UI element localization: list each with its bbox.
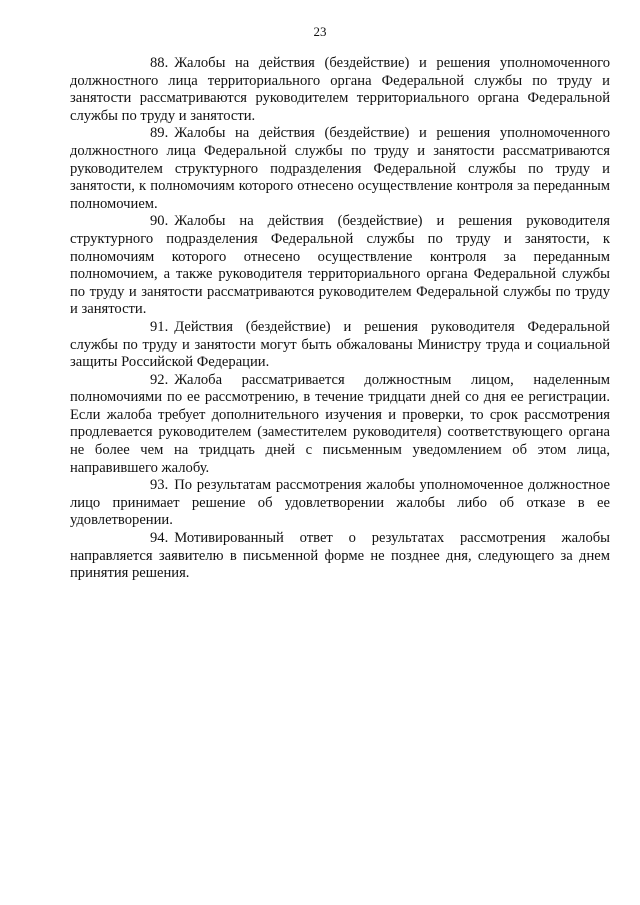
paragraph-91 — [70, 319, 610, 372]
page-number: 23 — [313, 24, 327, 39]
paragraph-text: Мотивированный ответ о результатах рассмотрения жалобы направляется заявителю в письменной форме не позднее дня, следующего за днем принятия решения. — [70, 530, 610, 582]
paragraph-text: Жалоба рассматривается должностным лицом, наделенным полномочиями по ее рассмотрению, в течение тридцати дней со дня ее регистрации. Если жалоба требует дополнительного изучения и проверки, то срок рассмотрения продлевается руководителем (заместителем руководителя) соответствующего органа не более чем на тридцать дней с письменным уведомлением об этом лица, направившего жалобу. — [70, 371, 610, 476]
paragraph-text: Жалобы на действия (бездействие) и решения уполномоченного должностного лица территориального органа Федеральной службы по труду и занятости рассматриваются руководителем территориального органа Федеральной службы по труду и занятости. — [70, 55, 610, 124]
paragraph-number: 91. — [150, 318, 169, 335]
paragraph-89 — [70, 125, 610, 213]
paragraph-text: Жалобы на действия (бездействие) и решения руководителя структурного подразделения Федеральной службы по труду и занятости, к полномочиям которого отнесено осуществление контроля за переданным полномочием, а также руководителя территориального органа Федеральной службы по труду и занятости рассматриваются руководителем Федеральной службы по труду и занятости. — [70, 213, 610, 318]
paragraph-93 — [70, 477, 610, 530]
paragraph-number: 92. — [150, 371, 169, 388]
paragraph-text: Жалобы на действия (бездействие) и решения уполномоченного должностного лица Федеральной службы по труду и занятости рассматриваются руководителем структурного подразделения Федеральной службы по труду и занятости, к полномочиям которого отнесено осуществление контроля за переданным полномочием. — [70, 125, 610, 212]
paragraph-text: Действия (бездействие) и решения руководителя Федеральной службы по труду и занятости могут быть обжалованы Министру труда и социальной защиты Российской Федерации. — [70, 318, 610, 371]
paragraph-number: 93. — [150, 477, 169, 494]
paragraph-number: 94. — [150, 530, 169, 547]
paragraph-number: 88. — [150, 55, 169, 71]
paragraph-88 — [70, 55, 610, 125]
paragraph-94 — [70, 530, 610, 583]
paragraph-90 — [70, 213, 610, 319]
paragraph-92 — [70, 372, 610, 478]
paragraph-number: 90. — [150, 213, 169, 230]
paragraph-number: 89. — [150, 125, 169, 142]
paragraph-text: По результатам рассмотрения жалобы уполномоченное должностное лицо принимает решение об удовлетворении жалобы либо об отказе в ее удовлетворении. — [70, 477, 610, 529]
document-body — [70, 55, 610, 583]
